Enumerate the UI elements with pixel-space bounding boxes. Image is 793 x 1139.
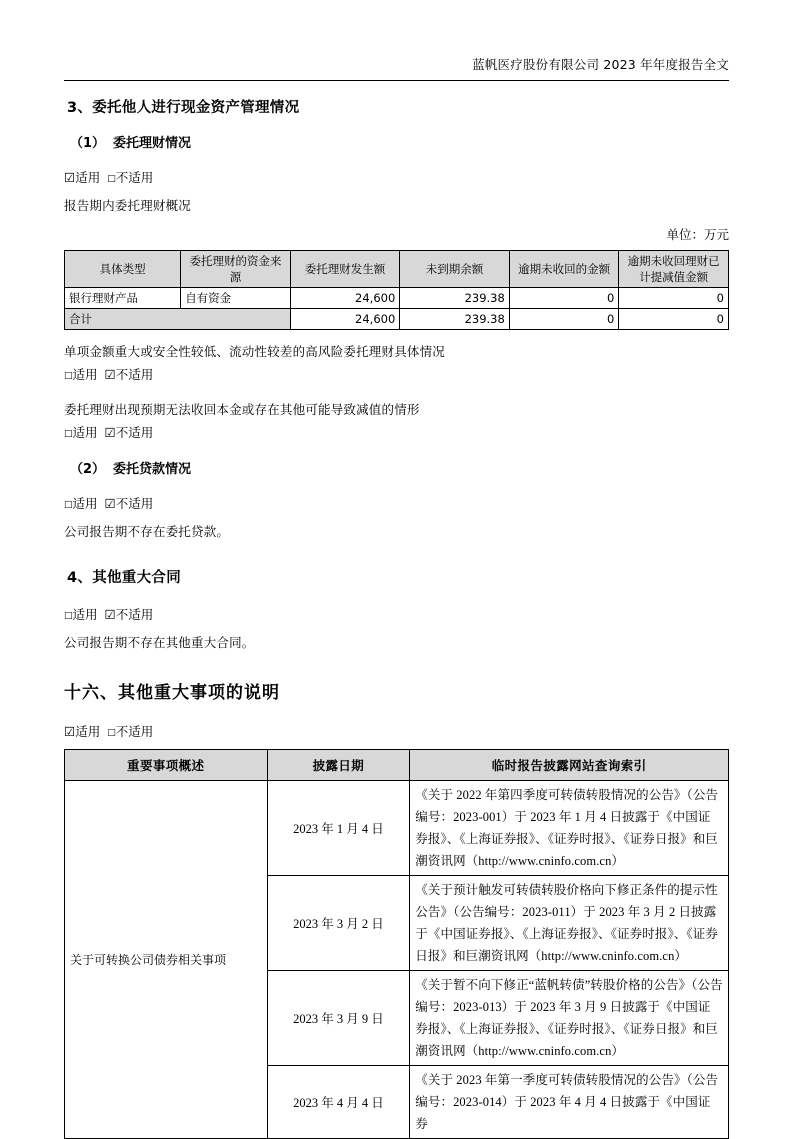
applicable-option-3-2[interactable]	[64, 496, 98, 511]
entrusted-loan-body: 公司报告期不存在委托贷款。	[64, 524, 230, 539]
cell-disclosure-date: 2023 年 4 月 4 日	[267, 1066, 410, 1139]
significant-events-table	[64, 749, 729, 1139]
checkbox-empty-icon: □	[64, 611, 73, 621]
cell-total-unmatured: 239.38	[400, 309, 510, 330]
applicability-4	[64, 604, 729, 628]
applicable-option-impairment[interactable]	[64, 425, 98, 440]
checkbox-empty-icon: □	[107, 174, 116, 184]
subsection-heading-3-1	[70, 134, 729, 153]
checkbox-checked-icon: ☑	[64, 724, 76, 739]
not-applicable-label: 不适用	[115, 724, 154, 739]
col-header-source: 委托理财的资金来源	[181, 251, 291, 288]
running-header	[64, 56, 729, 74]
checkbox-checked-icon: ☑	[104, 425, 116, 440]
not-applicable-option-impairment[interactable]	[105, 425, 154, 440]
cell-disclosure-index: 《关于预计触发可转债转股价格向下修正条件的提示性公告》（公告编号：2023-011）于 2023 年 3 月 2 日披露于《中国证券报》、《上海证券报》、《证券时报》、《证券日报》和巨潮资讯网（http://www.cninfo.com.cn）	[410, 876, 729, 971]
applicable-label: 适用	[72, 496, 98, 511]
not-applicable-option-high-risk[interactable]	[105, 367, 154, 382]
section-heading-3: 3、委托他人进行现金资产管理情况	[67, 100, 300, 116]
subsection-number-3-1: （1）	[70, 136, 106, 151]
cell-overdue: 0	[509, 288, 619, 309]
subsection-number-3-2: （2）	[70, 462, 106, 477]
cell-disclosure-date: 2023 年 3 月 9 日	[267, 971, 410, 1066]
applicable-option-3-1[interactable]	[64, 170, 100, 185]
checkbox-empty-icon: □	[64, 429, 73, 439]
not-applicable-option-3-2[interactable]	[105, 496, 154, 511]
entrusted-overview-line: 报告期内委托理财概况	[64, 198, 192, 213]
applicable-label: 适用	[75, 170, 101, 185]
not-applicable-label: 不适用	[115, 425, 154, 440]
applicable-label: 适用	[72, 425, 98, 440]
impairment-note: 委托理财出现预期无法收回本金或存在其他可能导致减值的情形	[64, 402, 420, 417]
applicable-label: 适用	[72, 607, 98, 622]
applicable-option-high-risk[interactable]	[64, 367, 98, 382]
cell-total-impairment: 0	[619, 309, 729, 330]
table-total-row	[65, 309, 729, 330]
cell-disclosure-index: 《关于暂不向下修正“蓝帆转债”转股价格的公告》（公告编号：2023-013）于 2023 年 3 月 9 日披露于《中国证券报》、《上海证券报》、《证券时报》、《证券日报》和巨潮资讯网（http://www.cninfo.com.cn）	[410, 971, 729, 1066]
col-header-event-overview: 重要事项概述	[65, 750, 268, 781]
col-header-overdue: 逾期未收回的金额	[509, 251, 619, 288]
not-applicable-label: 不适用	[115, 607, 154, 622]
applicable-option-16[interactable]	[64, 724, 100, 739]
col-header-unmatured: 未到期余额	[400, 251, 510, 288]
not-applicable-label: 不适用	[115, 496, 154, 511]
subsection-heading-3-2	[70, 460, 729, 479]
cell-event-overview: 关于可转换公司债券相关事项	[65, 781, 268, 1139]
applicability-16	[64, 721, 729, 745]
checkbox-checked-icon: ☑	[104, 607, 116, 622]
checkbox-checked-icon: ☑	[64, 170, 76, 185]
section-heading-4: 4、其他重大合同	[67, 570, 181, 586]
table-header-row	[65, 251, 729, 288]
checkbox-checked-icon: ☑	[104, 496, 116, 511]
not-applicable-option-3-1[interactable]	[107, 170, 153, 185]
cell-total-label: 合计	[65, 309, 291, 330]
checkbox-checked-icon: ☑	[104, 367, 116, 382]
unit-note: 单位：万元	[666, 227, 729, 242]
subsection-title-3-2: 委托贷款情况	[113, 462, 192, 477]
applicable-label: 适用	[72, 367, 98, 382]
cell-disclosure-date: 2023 年 3 月 2 日	[267, 876, 410, 971]
not-applicable-label: 不适用	[115, 367, 154, 382]
entrusted-wealth-management-table	[64, 250, 729, 330]
table-row	[65, 781, 729, 876]
cell-total-overdue: 0	[509, 309, 619, 330]
col-header-impairment: 逾期未收回理财已计提减值金额	[619, 251, 729, 288]
cell-source: 自有资金	[181, 288, 291, 309]
other-contracts-body: 公司报告期不存在其他重大合同。	[64, 635, 255, 650]
subsection-title-3-1: 委托理财情况	[113, 136, 192, 151]
col-header-disclosure-index: 临时报告披露网站查询索引	[410, 750, 729, 781]
cell-disclosure-index: 《关于 2023 年第一季度可转债转股情况的公告》（公告编号：2023-014）于 2023 年 4 月 4 日披露于《中国证券	[410, 1066, 729, 1139]
events-table-wrapper	[64, 749, 729, 1139]
cell-amount: 24,600	[290, 288, 400, 309]
checkbox-empty-icon: □	[107, 728, 116, 738]
table-header-row	[65, 750, 729, 781]
col-header-type: 具体类型	[65, 251, 181, 288]
page-content	[64, 92, 729, 1139]
applicable-option-4[interactable]	[64, 607, 98, 622]
cell-unmatured: 239.38	[400, 288, 510, 309]
applicability-3-2	[64, 493, 729, 517]
checkbox-empty-icon: □	[64, 371, 73, 381]
not-applicable-option-4[interactable]	[105, 607, 154, 622]
cell-total-amount: 24,600	[290, 309, 400, 330]
cell-disclosure-index: 《关于 2022 年第四季度可转债转股情况的公告》（公告编号：2023-001）于 2023 年 1 月 4 日披露于《中国证券报》、《上海证券报》、《证券时报》、《证券日报》和巨潮资讯网（http://www.cninfo.com.cn）	[410, 781, 729, 876]
not-applicable-option-16[interactable]	[107, 724, 153, 739]
section-heading-16: 十六、其他重大事项的说明	[64, 683, 280, 703]
running-header-text: 蓝帆医疗股份有限公司 2023 年年度报告全文	[472, 57, 729, 72]
not-applicable-label: 不适用	[115, 170, 154, 185]
cell-impairment: 0	[619, 288, 729, 309]
high-risk-note: 单项金额重大或安全性较低、流动性较差的高风险委托理财具体情况	[64, 344, 446, 359]
applicability-high-risk	[64, 364, 729, 388]
applicable-label: 适用	[75, 724, 101, 739]
cell-type: 银行理财产品	[65, 288, 181, 309]
header-divider	[64, 80, 729, 81]
col-header-disclosure-date: 披露日期	[267, 750, 410, 781]
applicability-impairment	[64, 422, 729, 446]
cell-disclosure-date: 2023 年 1 月 4 日	[267, 781, 410, 876]
applicability-3-1	[64, 167, 729, 191]
col-header-amount: 委托理财发生额	[290, 251, 400, 288]
table-row	[65, 288, 729, 309]
checkbox-empty-icon: □	[64, 500, 73, 510]
